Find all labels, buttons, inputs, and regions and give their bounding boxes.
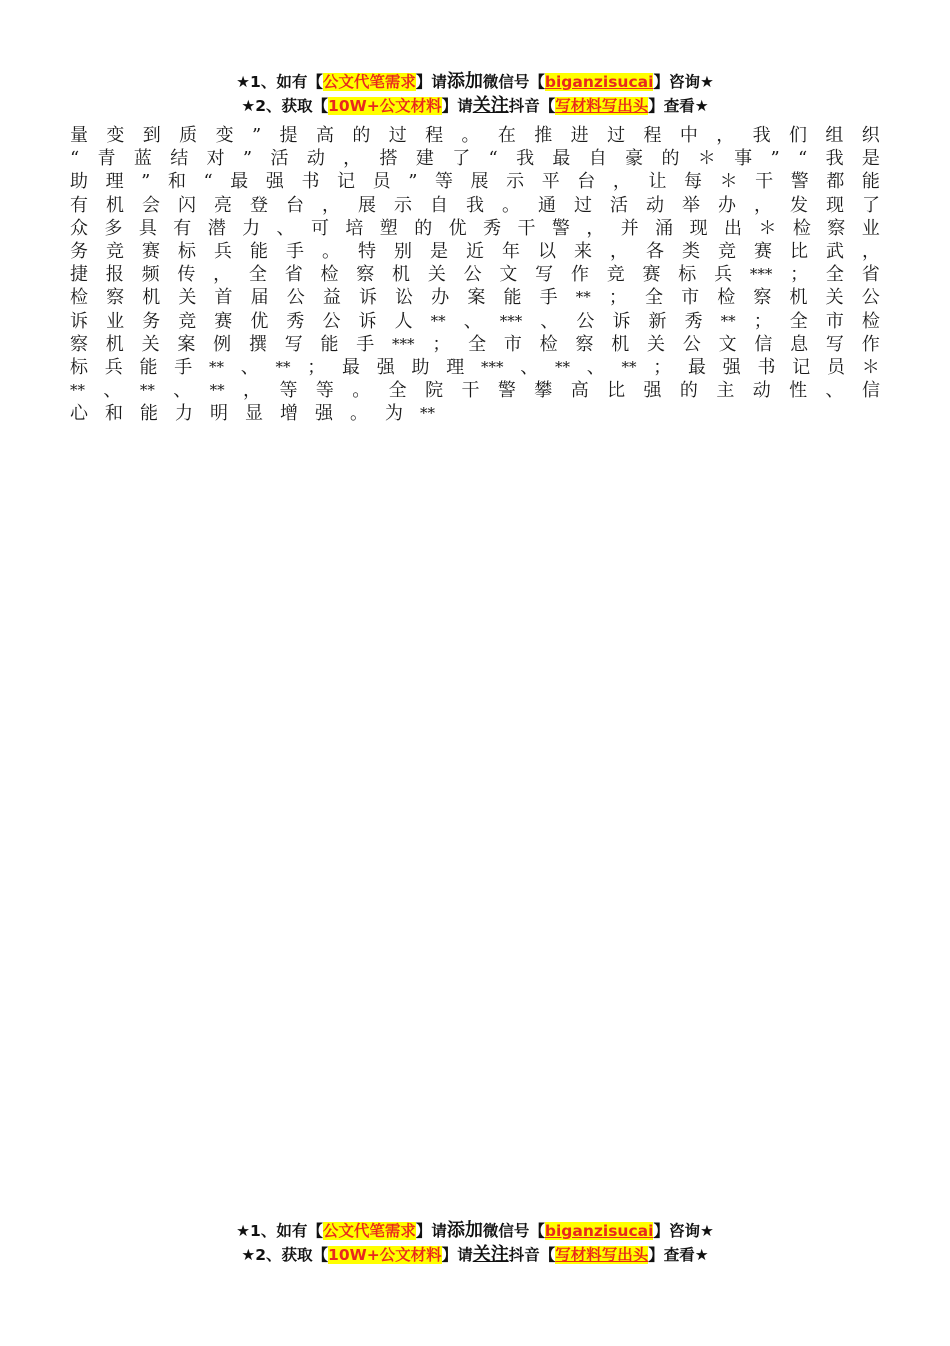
douyin-account-link[interactable]: 写材料写出头 <box>555 1246 649 1264</box>
banner-text: 】请 <box>415 73 447 91</box>
body-line: 助 理 ” 和 “ 最 强 书 记 员 ” 等 展 示 平 台 ， 让 每 ＊ 干 警 都 能 <box>70 171 880 193</box>
highlight-service: 公文代笔需求 <box>322 73 416 91</box>
body-line: 察 机 关 案 例 撰 写 能 手 *** ； 全 市 检 察 机 关 公 文 信 息 写 作 <box>70 333 880 355</box>
banner-line-2 <box>0 1243 950 1267</box>
banner-text: 微信号【 <box>482 1222 545 1240</box>
banner-text: 】咨询★ <box>653 73 714 91</box>
wechat-id-link[interactable]: biganzisucai <box>544 1222 654 1240</box>
banner-text: 抖音【 <box>508 1246 556 1264</box>
highlight-service: 公文代笔需求 <box>322 1222 416 1240</box>
footer-banner <box>0 1219 950 1267</box>
body-line: 标 兵 能 手 ** 、 ** ； 最 强 助 理 *** 、 ** 、 ** ； 最 强 书 记 员 ＊ <box>70 356 880 378</box>
body-line: 量 变 到 质 变 ” 提 高 的 过 程 。 在 推 进 过 程 中 ， 我 们 组 织 <box>70 125 880 146</box>
banner-text: 】查看★ <box>648 97 709 115</box>
wechat-id-link[interactable]: biganzisucai <box>544 73 654 91</box>
body-line: 诉 业 务 竞 赛 优 秀 公 诉 人 ** 、 *** 、 公 诉 新 秀 ** ； 全 市 检 <box>70 310 880 332</box>
banner-text: 】请 <box>415 1222 447 1240</box>
banner-text: ★1、如有【 <box>236 1222 323 1240</box>
body-line: 有 机 会 闪 亮 登 台 ， 展 示 自 我 。 通 过 活 动 举 办 ， 发 现 了 <box>70 194 880 216</box>
banner-text: 】请 <box>441 97 473 115</box>
highlight-materials: 10W+公文材料 <box>328 1246 442 1264</box>
banner-emphasis: 添加 <box>446 1220 483 1241</box>
body-line: “ 青 蓝 结 对 ” 活 动 ， 搭 建 了 “ 我 最 自 豪 的 ＊ 事 ” “ 我 是 <box>70 148 880 170</box>
banner-emphasis: 关注 <box>472 1244 509 1265</box>
banner-line-1 <box>0 70 950 94</box>
body-line: 捷 报 频 传 ， 全 省 检 察 机 关 公 文 写 作 竞 赛 标 兵 *** ； 全 省 <box>70 264 880 286</box>
banner-emphasis: 关注 <box>472 95 509 116</box>
header-banner <box>0 70 950 118</box>
banner-text: ★2、获取【 <box>241 97 329 115</box>
banner-text: ★1、如有【 <box>236 73 323 91</box>
body-line: ** 、 ** 、 ** ， 等 等 。 全 院 干 警 攀 高 比 强 的 主 动 性 、 信 <box>70 380 880 402</box>
document-body <box>70 124 880 425</box>
douyin-account-link[interactable]: 写材料写出头 <box>555 97 649 115</box>
highlight-materials: 10W+公文材料 <box>328 97 442 115</box>
body-line: 众 多 具 有 潜 力 、 可 培 塑 的 优 秀 干 警 ， 并 涌 现 出 ＊ 检 察 业 <box>70 217 880 239</box>
banner-emphasis: 添加 <box>446 71 483 92</box>
body-line: 心 和 能 力 明 显 增 强 。 为 ** <box>70 403 435 425</box>
body-line: 务 竞 赛 标 兵 能 手 。 特 别 是 近 年 以 来 ， 各 类 竞 赛 比 武 ， <box>70 240 880 262</box>
banner-text: 微信号【 <box>482 73 545 91</box>
body-line: 检 察 机 关 首 届 公 益 诉 讼 办 案 能 手 ** ； 全 市 检 察 机 关 公 <box>70 287 880 309</box>
banner-text: 】咨询★ <box>653 1222 714 1240</box>
banner-text: 抖音【 <box>508 97 556 115</box>
banner-text: 】查看★ <box>648 1246 709 1264</box>
banner-text: ★2、获取【 <box>241 1246 329 1264</box>
banner-line-1 <box>0 1219 950 1243</box>
banner-text: 】请 <box>441 1246 473 1264</box>
banner-line-2 <box>0 94 950 118</box>
